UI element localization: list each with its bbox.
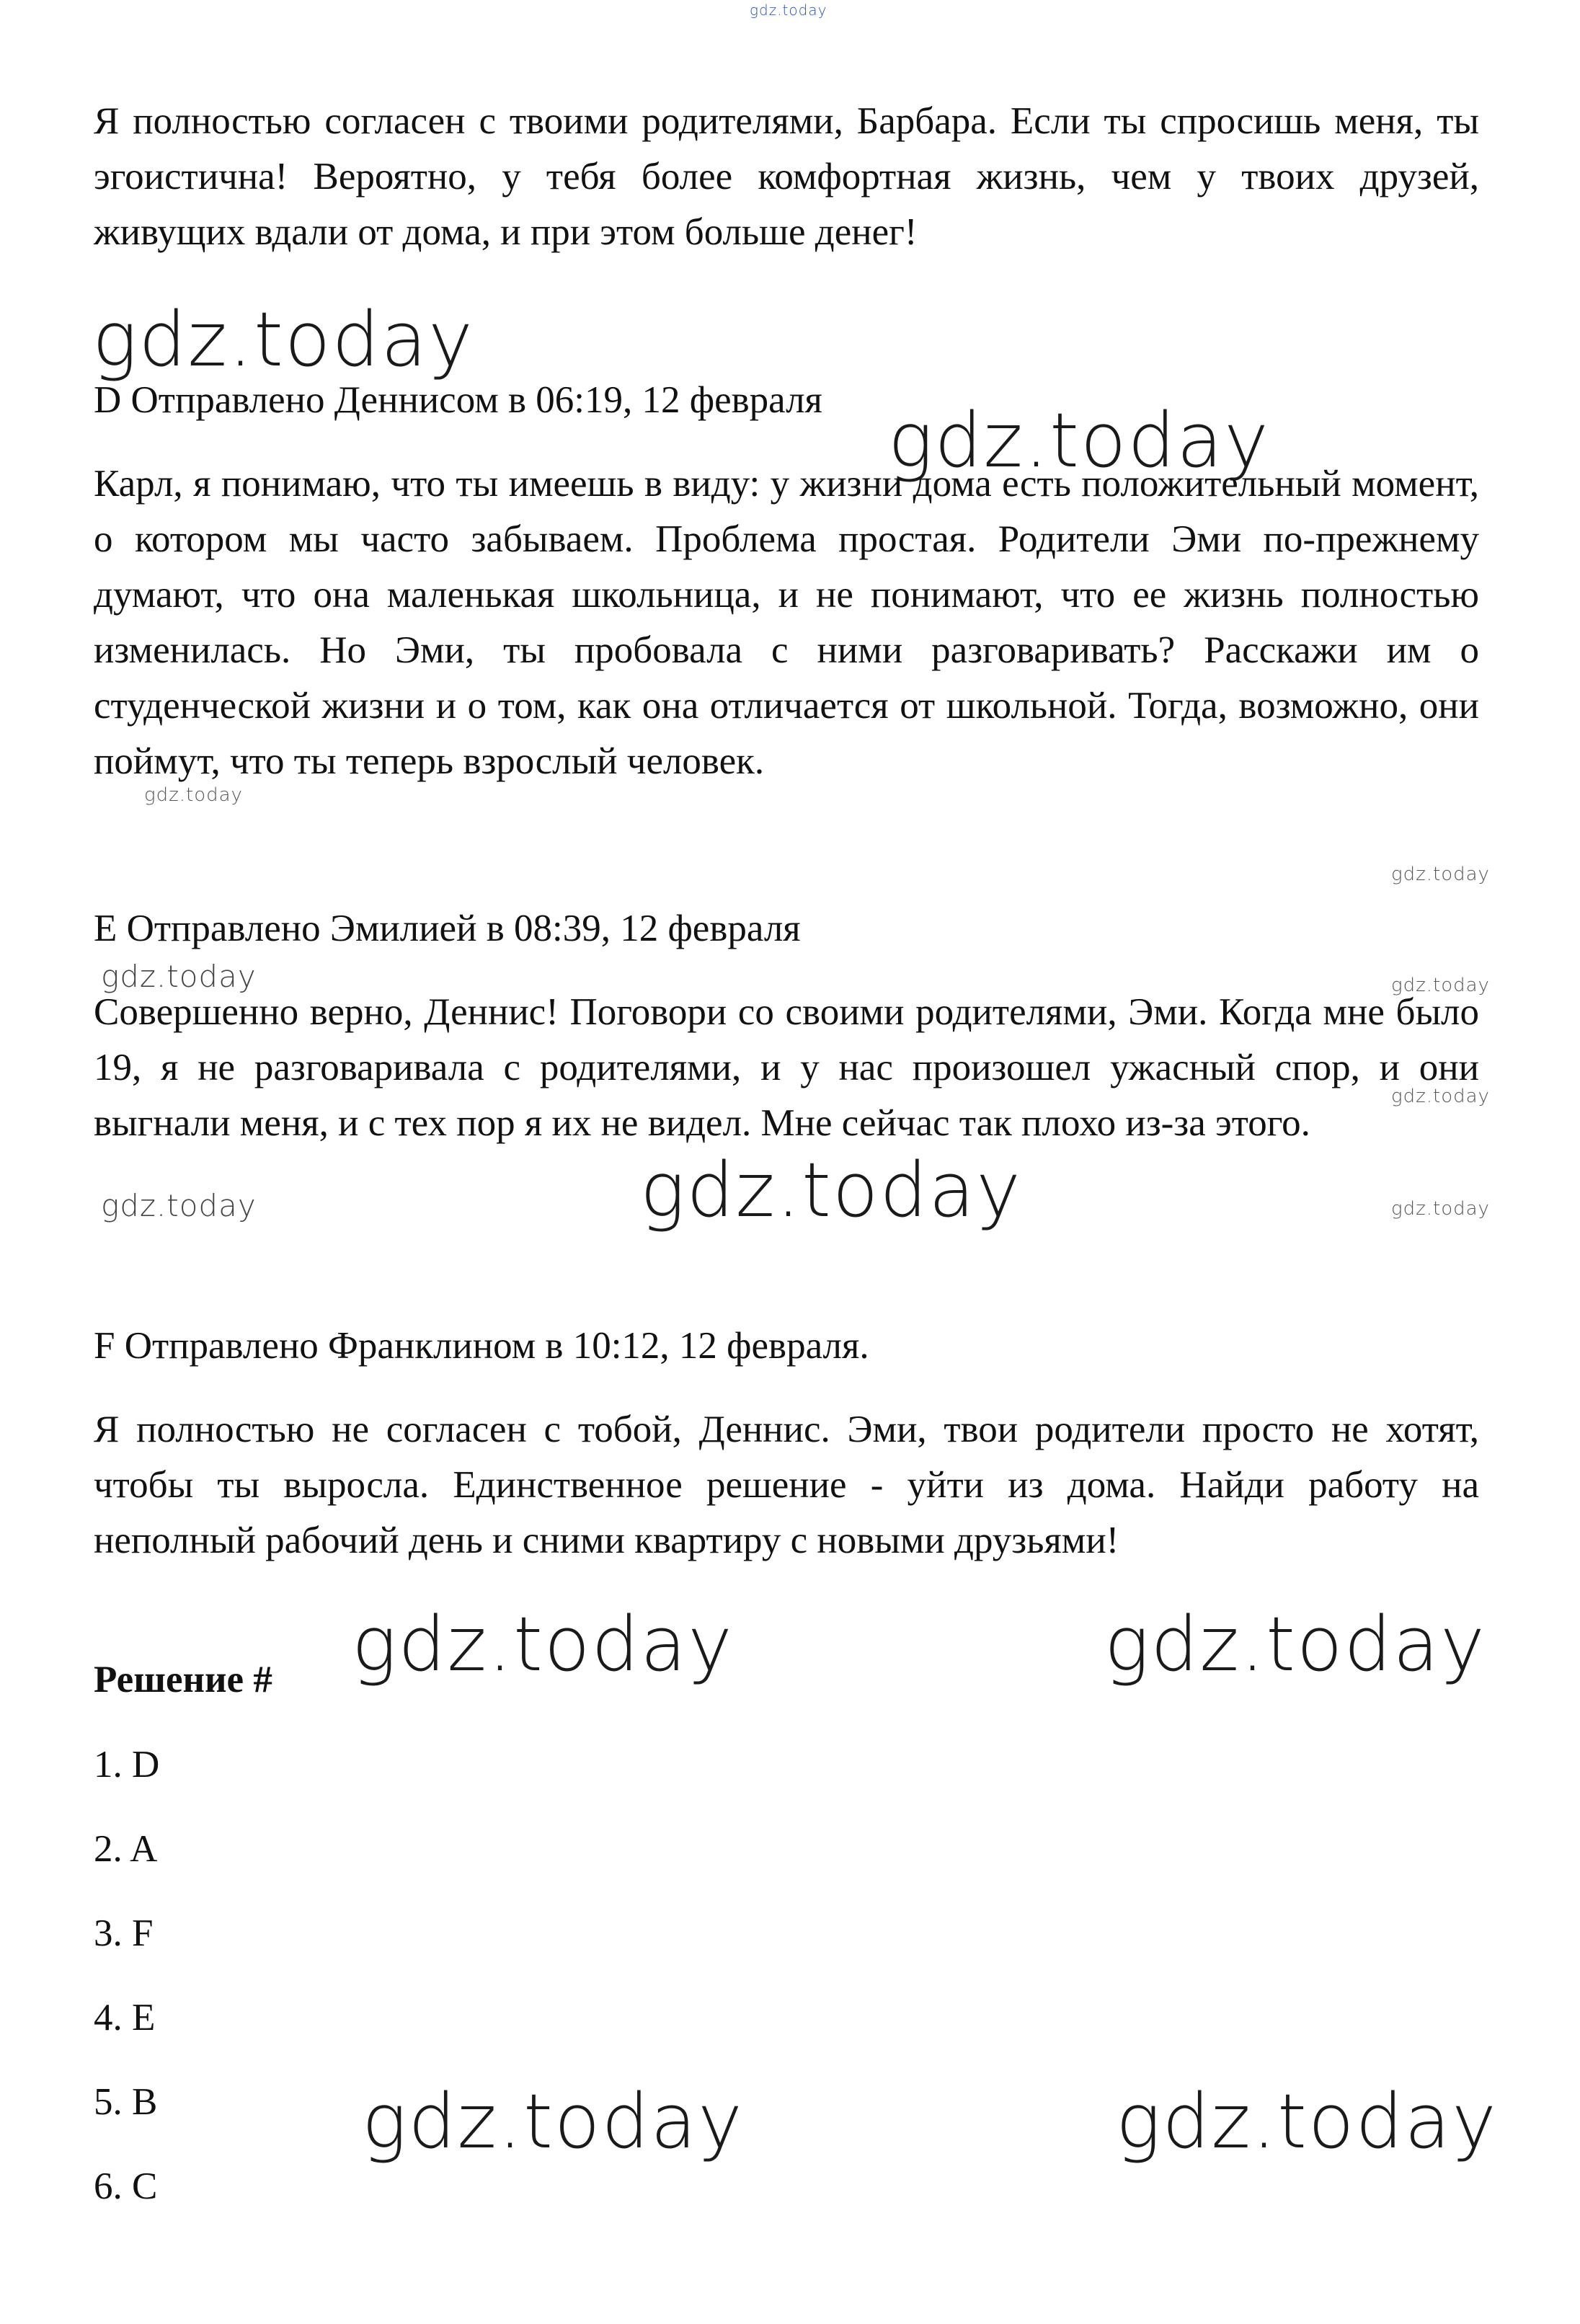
answer-item: 1. D [94,1744,160,1786]
post-header-e: E Отправлено Эмилией в 08:39, 12 февраля [94,908,801,949]
watermark: gdz.today [92,296,474,383]
post-text-e: Совершенно верно, Деннис! Поговори со своими родителями, Эми. Когда мне было 19, я не разговаривала с родителями, и у нас произошел ужасный спор, и они выгнали меня, и с тех пор я их не видел. Мне сейчас так плохо из-за этого. [94,991,1479,1144]
answer-item: 2. A [94,1828,158,1870]
paragraph-opening: Я полностью согласен с твоими родителями, Барбара. Если ты спросишь меня, ты эгоистична! Вероятно, у тебя более комфортная жизнь, чем у твоих друзей, живущих вдали от дома, и при этом больше денег! [94,100,1479,253]
answer-item: 4. E [94,1997,156,2039]
watermark: gdz.today [1391,975,1490,996]
answer-item: 3. F [94,1912,154,1954]
solution-title: Решение # [94,1659,272,1700]
post-header-d: D Отправлено Деннисом в 06:19, 12 февраля [94,379,822,421]
watermark: gdz.today [1104,1600,1486,1688]
watermark: gdz.today [888,396,1270,484]
post-text-f: Я полностью не согласен с тобой, Деннис. Эми, твои родители просто не хотят, чтобы ты выросла. Единственное решение - уйти из дома. Найди работу на неполный рабочий день и сними квартиру с новыми друзьями! [94,1409,1479,1561]
answer-item: 5. B [94,2081,158,2123]
watermark: gdz.today [750,1,827,19]
watermark: gdz.today [101,959,257,994]
watermark: gdz.today [1116,2077,1498,2165]
watermark: gdz.today [1391,864,1490,885]
watermark: gdz.today [1391,1198,1490,1220]
watermark: gdz.today [144,784,243,806]
watermark: gdz.today [101,1188,257,1223]
answer-item: 6. C [94,2165,158,2207]
watermark: gdz.today [362,2077,744,2165]
post-header-f: F Отправлено Франклином в 10:12, 12 февраля. [94,1325,869,1367]
post-text-d: Карл, я понимаю, что ты имеешь в виду: у жизни дома есть положительный момент, о котором мы часто забываем. Проблема простая. Родители Эми по-прежнему думают, что она маленькая школьница, и не понимают, что ее жизнь полностью изменилась. Но Эми, ты пробовала с ними разговаривать? Расскажи им о студенческой жизни и о том, как она отличается от школьной. Тогда, возможно, они поймут, что ты теперь взрослый человек. [94,463,1479,782]
watermark: gdz.today [640,1146,1022,1234]
watermark: gdz.today [352,1600,734,1688]
watermark: gdz.today [1391,1086,1490,1107]
